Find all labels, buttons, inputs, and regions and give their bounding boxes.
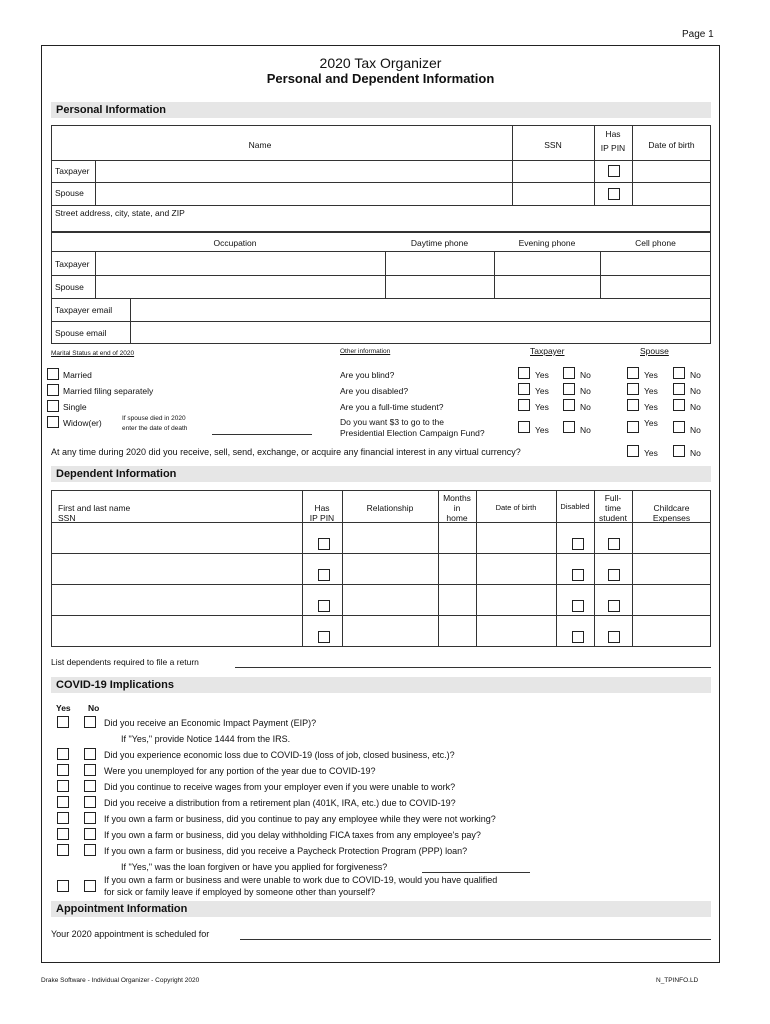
col-cell-phone: Cell phone <box>635 238 676 248</box>
spouse-blind-yes[interactable] <box>627 367 639 379</box>
dep3-fulltime-checkbox[interactable] <box>608 600 620 612</box>
dep1-ippin-checkbox[interactable] <box>318 538 330 550</box>
spouse-disabled-yes[interactable] <box>627 383 639 395</box>
single-checkbox[interactable] <box>47 400 59 412</box>
covid-no-header: No <box>88 703 100 713</box>
covid-q4: Did you continue to receive wages from your employer even if you were unable to work? <box>104 782 456 792</box>
spouse-disabled-no[interactable] <box>673 383 685 395</box>
covid-q7-no[interactable] <box>84 828 96 840</box>
col-dependent-name: First and last name <box>58 503 131 513</box>
col-childcare: Expenses <box>652 513 691 523</box>
taxpayer-ippin-checkbox[interactable] <box>608 165 620 177</box>
dependents-file-return-line[interactable] <box>235 667 711 668</box>
col-evening-phone: Evening phone <box>518 238 576 248</box>
yes-label: Yes <box>644 386 658 396</box>
col-dep-has: Has <box>314 503 330 513</box>
covid-q5: Did you receive a distribution from a retirement plan (401K, IRA, etc.) due to COVID-19? <box>104 798 456 808</box>
spouse-ippin-checkbox[interactable] <box>608 188 620 200</box>
covid-q3-no[interactable] <box>84 764 96 776</box>
col-dep-ippin: IP PIN <box>309 513 335 523</box>
covid-q9: for sick or family leave if employed by someone other than yourself? <box>104 887 376 897</box>
yes-label: Yes <box>535 402 549 412</box>
covid-q9-yes[interactable] <box>57 880 69 892</box>
col-fulltime: time <box>604 503 622 513</box>
taxpayer-student-yes[interactable] <box>518 399 530 411</box>
campaign-question: Do you want $3 to go to the <box>340 417 444 427</box>
covid-q9: If you own a farm or business and were unable to work due to COVID-19, would you have qualified <box>104 875 498 885</box>
form-title: 2020 Tax Organizer <box>319 55 442 71</box>
no-label: No <box>580 370 591 380</box>
dep2-disabled-checkbox[interactable] <box>572 569 584 581</box>
col-dependent-ssn: SSN <box>58 513 76 523</box>
row-spouse: Spouse <box>55 188 84 198</box>
dep2-ippin-checkbox[interactable] <box>318 569 330 581</box>
footer-form-code: N_TPINFO.LD <box>656 977 699 984</box>
appointment-label: Your 2020 appointment is scheduled for <box>51 929 210 939</box>
dep4-fulltime-checkbox[interactable] <box>608 631 620 643</box>
widow-note: If spouse died in 2020 <box>122 415 186 422</box>
taxpayer-campaign-no[interactable] <box>563 421 575 433</box>
dependent-section-header: Dependent Information <box>51 466 711 482</box>
covid-q5-yes[interactable] <box>57 796 69 808</box>
spouse-campaign-yes[interactable] <box>627 421 639 433</box>
yes-label: Yes <box>644 418 658 428</box>
covid-q6-yes[interactable] <box>57 812 69 824</box>
covid-q2-no[interactable] <box>84 748 96 760</box>
no-label: No <box>580 386 591 396</box>
covid-section-header: COVID-19 Implications <box>51 677 711 693</box>
married-separately-label: Married filing separately <box>63 386 154 396</box>
spouse-campaign-no[interactable] <box>673 421 685 433</box>
covid-q7-yes[interactable] <box>57 828 69 840</box>
covid-q8-yes[interactable] <box>57 844 69 856</box>
dep3-disabled-checkbox[interactable] <box>572 600 584 612</box>
covid-q1: Did you receive an Economic Impact Payment (EIP)? <box>104 718 317 728</box>
col-name: Name <box>248 140 272 150</box>
col-months: in <box>453 503 461 513</box>
covid-q4-yes[interactable] <box>57 780 69 792</box>
single-label: Single <box>63 402 87 412</box>
covid-q3: Were you unemployed for any portion of the year due to COVID-19? <box>104 766 376 776</box>
dep1-fulltime-checkbox[interactable] <box>608 538 620 550</box>
col-disabled: Disabled <box>560 502 590 511</box>
spouse-email-label: Spouse email <box>55 328 107 338</box>
col-fulltime: Full- <box>604 493 622 503</box>
col-months: home <box>446 513 468 523</box>
taxpayer-blind-no[interactable] <box>563 367 575 379</box>
personal-section-header: Personal Information <box>51 102 711 118</box>
covid-q8-no[interactable] <box>84 844 96 856</box>
married-label: Married <box>63 370 92 380</box>
campaign-question: Presidential Election Campaign Fund? <box>340 428 485 438</box>
dependents-file-return-label: List dependents required to file a return <box>51 657 199 667</box>
no-label: No <box>690 448 701 458</box>
covid-q1-yes[interactable] <box>57 716 69 728</box>
married-separately-checkbox[interactable] <box>47 384 59 396</box>
covid-q6-no[interactable] <box>84 812 96 824</box>
blind-question: Are you blind? <box>340 370 395 380</box>
dep3-ippin-checkbox[interactable] <box>318 600 330 612</box>
marital-status-heading: Marital Status at end of 2020 <box>51 350 135 357</box>
other-info-heading: Other information <box>340 348 391 355</box>
taxpayer-disabled-no[interactable] <box>563 383 575 395</box>
no-label: No <box>690 370 701 380</box>
covid-q5-no[interactable] <box>84 796 96 808</box>
covid-q1-note: If "Yes," provide Notice 1444 from the IRS. <box>121 734 291 744</box>
no-label: No <box>690 425 701 435</box>
col-relationship: Relationship <box>366 503 414 513</box>
disabled-question: Are you disabled? <box>340 386 409 396</box>
col-fulltime: student <box>599 513 627 523</box>
page-number: Page 1 <box>682 29 714 40</box>
covid-q4-no[interactable] <box>84 780 96 792</box>
yes-label: Yes <box>535 425 549 435</box>
col-months: Months <box>443 493 471 503</box>
dep2-fulltime-checkbox[interactable] <box>608 569 620 581</box>
appointment-line[interactable] <box>240 939 711 940</box>
date-of-death-line[interactable] <box>212 434 312 435</box>
covid-q6: If you own a farm or business, did you continue to pay any employee while they were not working? <box>104 814 496 824</box>
appointment-section-header: Appointment Information <box>51 901 711 917</box>
taxpayer-heading: Taxpayer <box>530 346 565 356</box>
covid-q8: If you own a farm or business, did you receive a Paycheck Protection Program (PPP) loan? <box>104 846 468 856</box>
col-childcare: Childcare <box>653 503 690 513</box>
personal-contact-table <box>51 232 711 344</box>
col-ssn: SSN <box>544 140 562 150</box>
covid-q3-yes[interactable] <box>57 764 69 776</box>
yes-label: Yes <box>644 402 658 412</box>
col-occupation: Occupation <box>213 238 257 248</box>
covid-yes-header: Yes <box>56 703 71 713</box>
covid-q2-yes[interactable] <box>57 748 69 760</box>
taxpayer-blind-yes[interactable] <box>518 367 530 379</box>
dep4-disabled-checkbox[interactable] <box>572 631 584 643</box>
virtual-currency-no[interactable] <box>673 445 685 457</box>
widower-checkbox[interactable] <box>47 416 59 428</box>
covid-q8-note: If "Yes," was the loan forgiven or have you applied for forgiveness? <box>121 862 388 872</box>
covid-q2: Did you experience economic loss due to COVID-19 (loss of job, closed business, etc.)? <box>104 750 455 760</box>
yes-label: Yes <box>644 448 658 458</box>
widower-label: Widow(er) <box>63 418 102 428</box>
dep4-ippin-checkbox[interactable] <box>318 631 330 643</box>
spouse-blind-no[interactable] <box>673 367 685 379</box>
no-label: No <box>690 402 701 412</box>
forgiveness-line[interactable] <box>422 872 530 873</box>
taxpayer-student-no[interactable] <box>563 399 575 411</box>
widow-note: enter the date of death <box>122 425 188 432</box>
covid-q9-no[interactable] <box>84 880 96 892</box>
row-taxpayer: Taxpayer <box>55 166 90 176</box>
no-label: No <box>690 386 701 396</box>
no-label: No <box>580 425 591 435</box>
yes-label: Yes <box>535 370 549 380</box>
covid-q7: If you own a farm or business, did you delay withholding FICA taxes from any employee's pay? <box>104 830 481 840</box>
no-label: No <box>580 402 591 412</box>
row-taxpayer: Taxpayer <box>55 259 90 269</box>
row-spouse: Spouse <box>55 282 84 292</box>
spouse-student-no[interactable] <box>673 399 685 411</box>
dep1-disabled-checkbox[interactable] <box>572 538 584 550</box>
yes-label: Yes <box>644 370 658 380</box>
footer-copyright: Drake Software - Individual Organizer - Copyright 2020 <box>41 977 200 984</box>
col-ippin: IP PIN <box>600 143 626 153</box>
taxpayer-disabled-yes[interactable] <box>518 383 530 395</box>
taxpayer-email-label: Taxpayer email <box>55 305 113 315</box>
taxpayer-campaign-yes[interactable] <box>518 421 530 433</box>
col-has: Has <box>605 129 621 139</box>
yes-label: Yes <box>535 386 549 396</box>
covid-q1-no[interactable] <box>84 716 96 728</box>
col-dep-dob: Date of birth <box>495 503 537 512</box>
student-question: Are you a full-time student? <box>340 402 444 412</box>
address-label: Street address, city, state, and ZIP <box>55 208 185 218</box>
col-dob: Date of birth <box>648 140 695 150</box>
spouse-student-yes[interactable] <box>627 399 639 411</box>
col-daytime-phone: Daytime phone <box>410 238 469 248</box>
married-checkbox[interactable] <box>47 368 59 380</box>
form-subtitle: Personal and Dependent Information <box>266 71 495 86</box>
virtual-currency-question: At any time during 2020 did you receive, sell, send, exchange, or acquire any financial interest in any virtual currency? <box>51 447 521 457</box>
virtual-currency-yes[interactable] <box>627 445 639 457</box>
spouse-heading: Spouse <box>640 346 669 356</box>
